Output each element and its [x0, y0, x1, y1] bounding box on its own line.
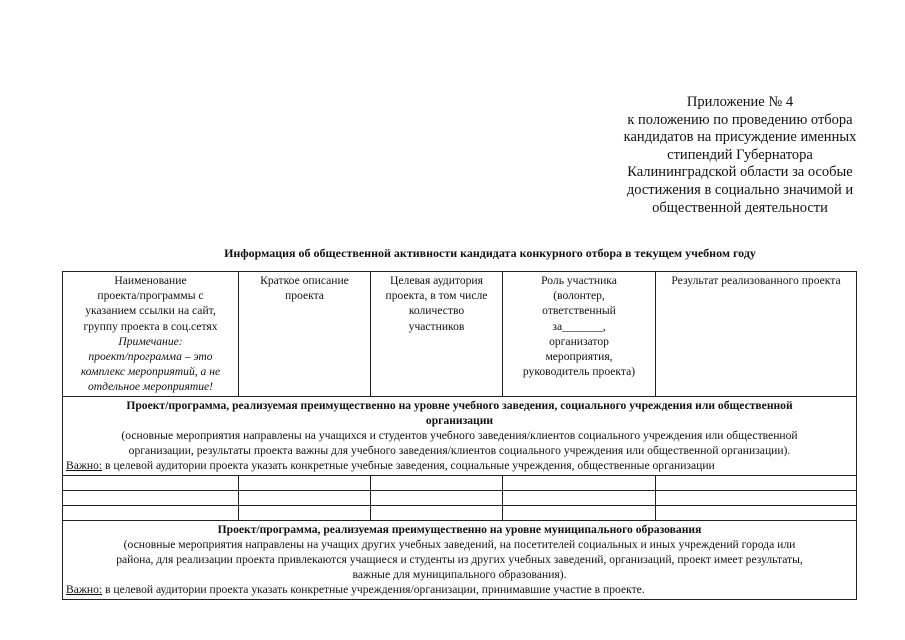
section2-note: Важно: в целевой аудитории проекта указать конкретные учреждения/организации, принимавшие участие в проекте. [66, 583, 645, 597]
header-row [63, 272, 857, 397]
section1-title: Проект/программа, реализуемая преимущественно на уровне учебного заведения, социального учреждения или общественной [126, 398, 793, 412]
section2-row [63, 520, 857, 599]
appendix-block [600, 94, 880, 217]
section1-note: Важно: в целевой аудитории проекта указать конкретные учебные заведения, социальные учреждения, общественные организации [66, 459, 715, 473]
header-description: Краткое описание проекта [239, 272, 371, 397]
section1-row [63, 396, 857, 475]
activity-table [62, 271, 857, 600]
document-title: Информация об общественной активности кандидата конкурного отбора в текущем учебном году [224, 246, 756, 260]
header-result: Результат реализованного проекта [656, 272, 857, 397]
appendix-line: Калининградской области за особые [627, 164, 853, 181]
section1-cell: Проект/программа, реализуемая преимущественно на уровне учебного заведения, социального учреждения или общественной организации (основные мероприятия направлены на учащихся и студентов учебного заведения/клиентов социального учреждения или общественной организации, результаты проекта важны для учебного заведения/клиентов социального учреждения или общественной организации). Важно: в целевой аудитории проекта указать конкретные учебные заведения, социальные учреждения, общественные организации [63, 396, 857, 475]
section2-description: (основные мероприятия направлены на учащих других учебных заведений, на посетителей социальных и иных учреждений города или [123, 537, 796, 551]
header-audience: Целевая аудитория проекта, в том числе количество участников [371, 272, 503, 397]
header-role: Роль участника (волонтер, ответственный за_______, организатор мероприятия, руководитель проекта) [503, 272, 656, 397]
section2-title: Проект/программа, реализуемая преимущественно на уровне муниципального образования [217, 522, 702, 536]
table-row [63, 475, 857, 490]
appendix-line: Приложение № 4 [686, 94, 794, 110]
table-row [63, 490, 857, 505]
section1-description: (основные мероприятия направлены на учащихся и студентов учебного заведения/клиентов социального учреждения или общественной [121, 429, 798, 443]
appendix-line: к положению по проведению отбора [627, 111, 853, 128]
appendix-line: стипендий Губернатора [667, 146, 813, 163]
table-row [63, 505, 857, 520]
appendix-line: достижения в социально значимой и [626, 181, 854, 198]
appendix-line: общественной деятельности [652, 199, 828, 216]
section2-cell: Проект/программа, реализуемая преимущественно на уровне муниципального образования (основные мероприятия направлены на учащих других учебных заведений, на посетителей социальных и иных учреждений города или района, для реализации проекта привлекаются учащиеся и студенты из других учебных заведений, организаций, проект имеет результаты, важные для муниципального образования). Важно: в целевой аудитории проекта указать конкретные учреждения/организации, принимавшие участие в проекте. [63, 520, 857, 599]
header-project-name: Наименование проекта/программы с указанием ссылки на сайт, группу проекта в соц.сетях Примечание: проект/программа – это комплекс мероприятий, а не отдельное мероприятие! [63, 272, 239, 397]
appendix-line: кандидатов на присуждение именных [623, 129, 857, 146]
